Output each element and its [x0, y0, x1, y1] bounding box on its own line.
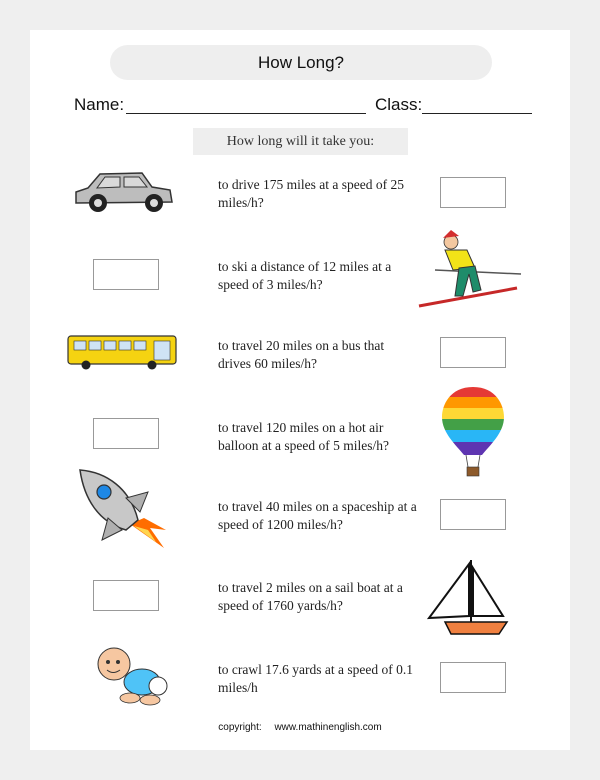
baby-icon [92, 636, 170, 708]
answer-box-4[interactable] [93, 418, 159, 449]
question-7-text: to crawl 17.6 yards at a speed of 0.1 miles/h [218, 662, 413, 695]
answer-box-1[interactable] [440, 177, 506, 208]
answer-box-5[interactable] [440, 499, 506, 530]
copyright-label: copyright: [218, 722, 262, 733]
question-1-text: to drive 175 miles at a speed of 25 miles/h? [218, 177, 404, 210]
bus-icon [66, 334, 178, 370]
question-3-text: to travel 20 miles on a bus that drives 60 miles/h? [218, 338, 385, 371]
question-5-text: to travel 40 miles on a spaceship at a speed of 1200 miles/h? [218, 499, 417, 532]
website-link[interactable]: www.mathinenglish.com [274, 722, 382, 733]
name-field[interactable] [126, 113, 366, 114]
page-title: How Long? [110, 45, 492, 80]
answer-box-3[interactable] [440, 337, 506, 368]
class-field[interactable] [422, 113, 532, 114]
question-4-text: to travel 120 miles on a hot air balloon at a speed of 5 miles/h? [218, 420, 389, 453]
footer [0, 722, 600, 733]
skier-icon [415, 230, 525, 310]
name-label: Name: [74, 95, 125, 114]
class-label: Class: [375, 95, 423, 114]
answer-box-6[interactable] [93, 580, 159, 611]
question-2-text: to ski a distance of 12 miles at a speed of 3 miles/h? [218, 259, 392, 292]
car-icon [72, 168, 176, 214]
sailboat-icon [423, 556, 509, 638]
instructions-banner: How long will it take you: [193, 128, 408, 155]
hot-air-balloon-icon [440, 385, 506, 481]
answer-box-7[interactable] [440, 662, 506, 693]
rocket-icon [78, 468, 168, 554]
question-6-text: to travel 2 miles on a sail boat at a speed of 1760 yards/h? [218, 580, 403, 613]
answer-box-2[interactable] [93, 259, 159, 290]
